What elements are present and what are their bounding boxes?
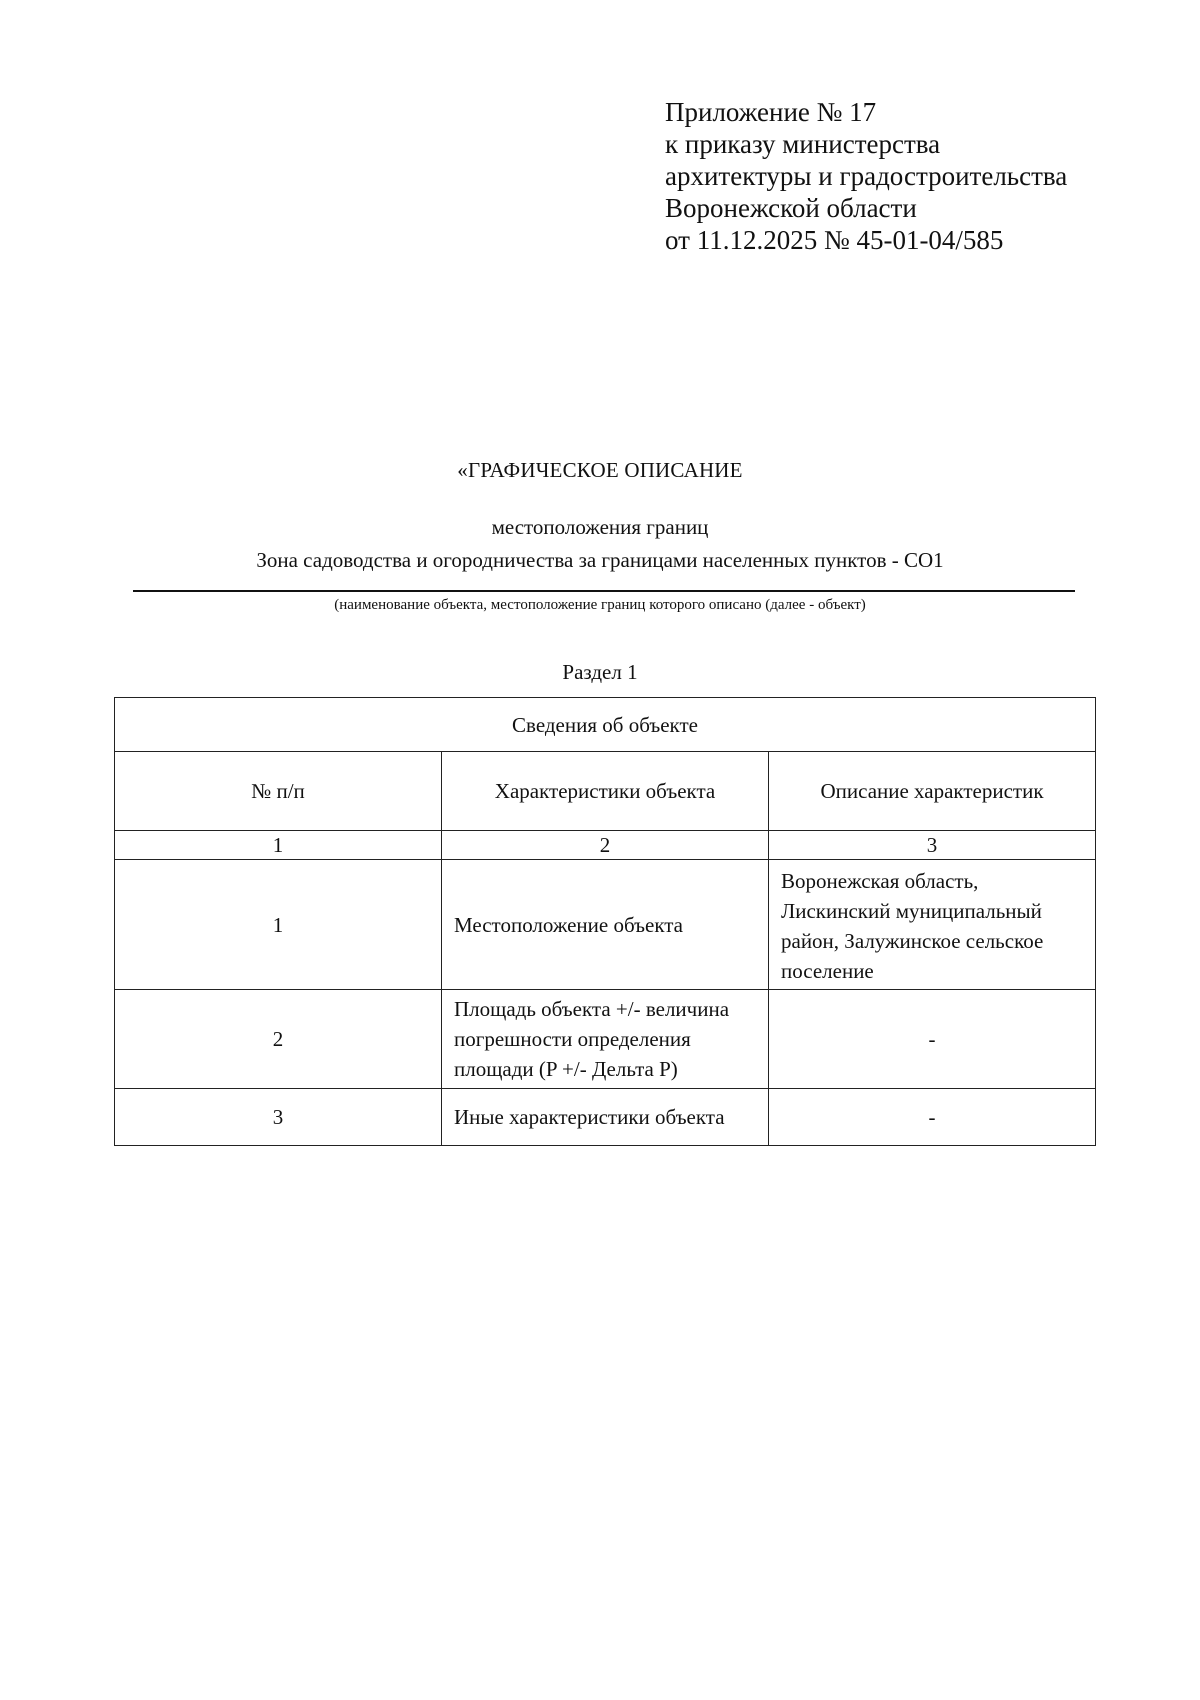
- appendix-line: Воронежской области: [665, 193, 917, 223]
- object-name: Зона садоводства и огородничества за границами населенных пунктов - СО1: [256, 548, 944, 572]
- underline-divider: [133, 590, 1075, 592]
- column-number: 2: [442, 831, 769, 860]
- table-header-row: [115, 752, 1096, 831]
- column-number: 3: [769, 831, 1096, 860]
- row-description: -: [769, 990, 1096, 1089]
- appendix-line: к приказу министерства: [665, 129, 941, 159]
- appendix-line: от 11.12.2025 № 45-01-04/585: [665, 225, 1004, 255]
- row-characteristic: Площадь объекта +/- величина погрешности определения площади (P +/- Дельта P): [442, 990, 769, 1089]
- document-subtitle: местоположения границ: [491, 515, 709, 539]
- row-description: -: [769, 1089, 1096, 1146]
- row-number: 2: [115, 990, 442, 1089]
- row-number: 3: [115, 1089, 442, 1146]
- row-characteristic: Местоположение объекта: [442, 860, 769, 990]
- appendix-header: [665, 96, 1165, 256]
- column-number-row: [115, 831, 1096, 860]
- table-row: [115, 860, 1096, 990]
- row-description: Воронежская область, Лискинский муниципальный район, Залужинское сельское поселение: [769, 860, 1096, 990]
- row-characteristic: Иные характеристики объекта: [442, 1089, 769, 1146]
- table-row: [115, 990, 1096, 1089]
- section-label: Раздел 1: [562, 660, 638, 684]
- table-row: [115, 1089, 1096, 1146]
- column-number: 1: [115, 831, 442, 860]
- header-description: Описание характеристик: [769, 752, 1096, 831]
- row-number: 1: [115, 860, 442, 990]
- table-caption: Сведения об объекте: [115, 698, 1096, 752]
- object-info-table: [114, 697, 1096, 1146]
- header-number: № п/п: [115, 752, 442, 831]
- appendix-line: архитектуры и градостроительства: [665, 161, 1068, 191]
- header-characteristic: Характеристики объекта: [442, 752, 769, 831]
- object-name-caption: (наименование объекта, местоположение границ которого описано (далее - объект): [334, 597, 866, 613]
- document-title: «ГРАФИЧЕСКОЕ ОПИСАНИЕ: [457, 458, 743, 482]
- appendix-line: Приложение № 17: [665, 97, 877, 127]
- table-caption-row: [115, 698, 1096, 752]
